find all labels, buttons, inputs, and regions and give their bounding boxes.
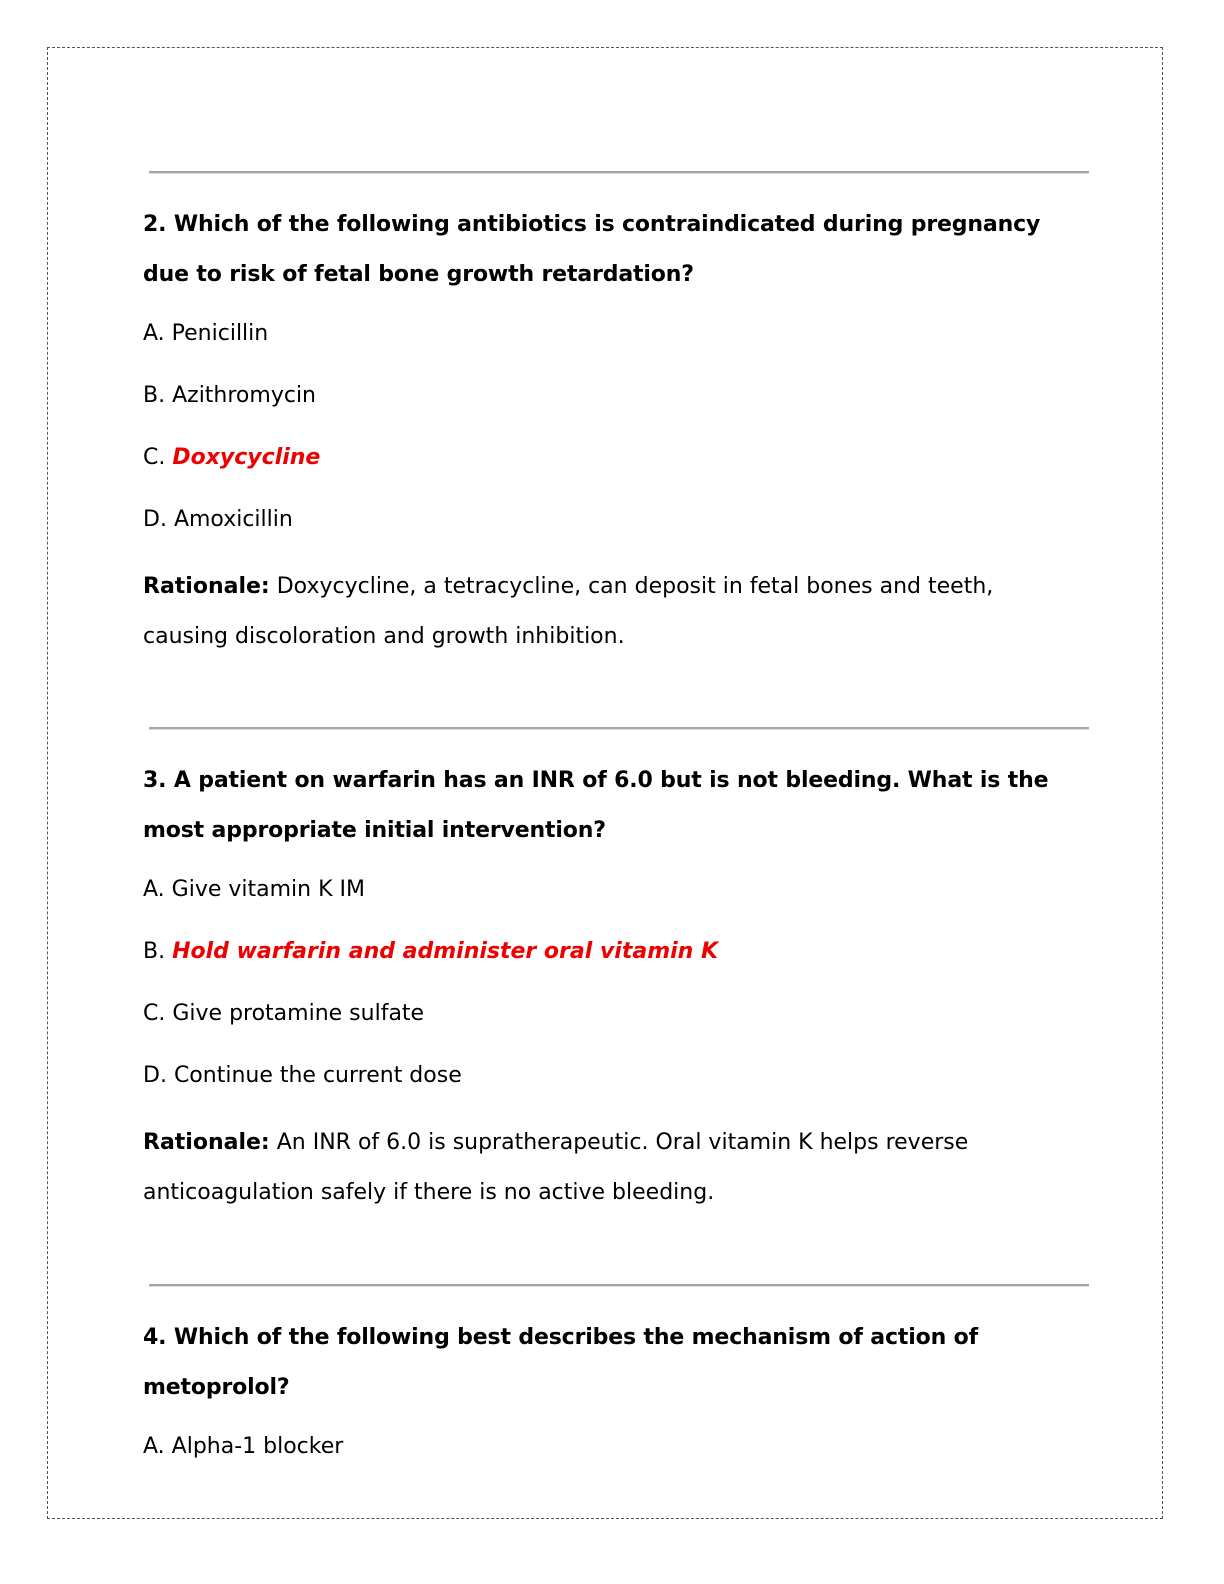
option-text: Continue the current dose [173,1063,462,1088]
option-text: Give vitamin K IM [171,877,365,902]
divider [149,171,1089,174]
question-block [143,200,1083,662]
answer-option-correct [143,434,1083,496]
rationale-text: An INR of 6.0 is supratherapeutic. Oral vitamin K helps reverse anticoagulation safely if there is no active bleeding. [143,1130,969,1205]
option-letter: B. [143,939,166,964]
option-letter: B. [143,383,166,408]
option-letter: A. [143,877,165,902]
divider [149,1284,1089,1287]
answer-option [143,310,1083,372]
correct-answer-text: Hold warfarin and administer oral vitamin K [172,939,719,964]
question-stem: 4. Which of the following best describes the mechanism of action of metoprolol? [143,1325,979,1400]
divider [149,727,1089,730]
answer-option [143,1052,1083,1114]
option-letter: D. [143,1063,167,1088]
question-stem: 3. A patient on warfarin has an INR of 6.0 but is not bleeding. What is the most appropriate initial intervention? [143,768,1049,843]
answer-option [143,990,1083,1052]
question-stem: 2. Which of the following antibiotics is contraindicated during pregnancy due to risk of fetal bone growth retardation? [143,212,1041,287]
rationale [143,1118,1083,1218]
answer-option [143,496,1083,558]
rationale-text: Doxycycline, a tetracycline, can deposit in fetal bones and teeth, causing discoloration and growth inhibition. [143,574,994,649]
option-text: Give protamine sulfate [172,1001,425,1026]
option-text: Alpha-1 blocker [171,1434,344,1459]
rationale [143,562,1083,662]
question-block [143,1313,1083,1485]
rationale-label: Rationale: [143,1130,270,1155]
option-letter: C. [143,445,166,470]
question-block [143,756,1083,1218]
option-text: Amoxicillin [173,507,293,532]
rationale-label: Rationale: [143,574,270,599]
answer-option [143,372,1083,434]
option-letter: A. [143,1434,165,1459]
answer-option [143,866,1083,928]
answer-option [143,1423,1083,1485]
option-letter: A. [143,321,165,346]
option-text: Azithromycin [172,383,316,408]
option-text: Penicillin [171,321,269,346]
option-letter: C. [143,1001,166,1026]
correct-answer-text: Doxycycline [172,445,321,470]
option-letter: D. [143,507,167,532]
answer-option-correct [143,928,1083,990]
